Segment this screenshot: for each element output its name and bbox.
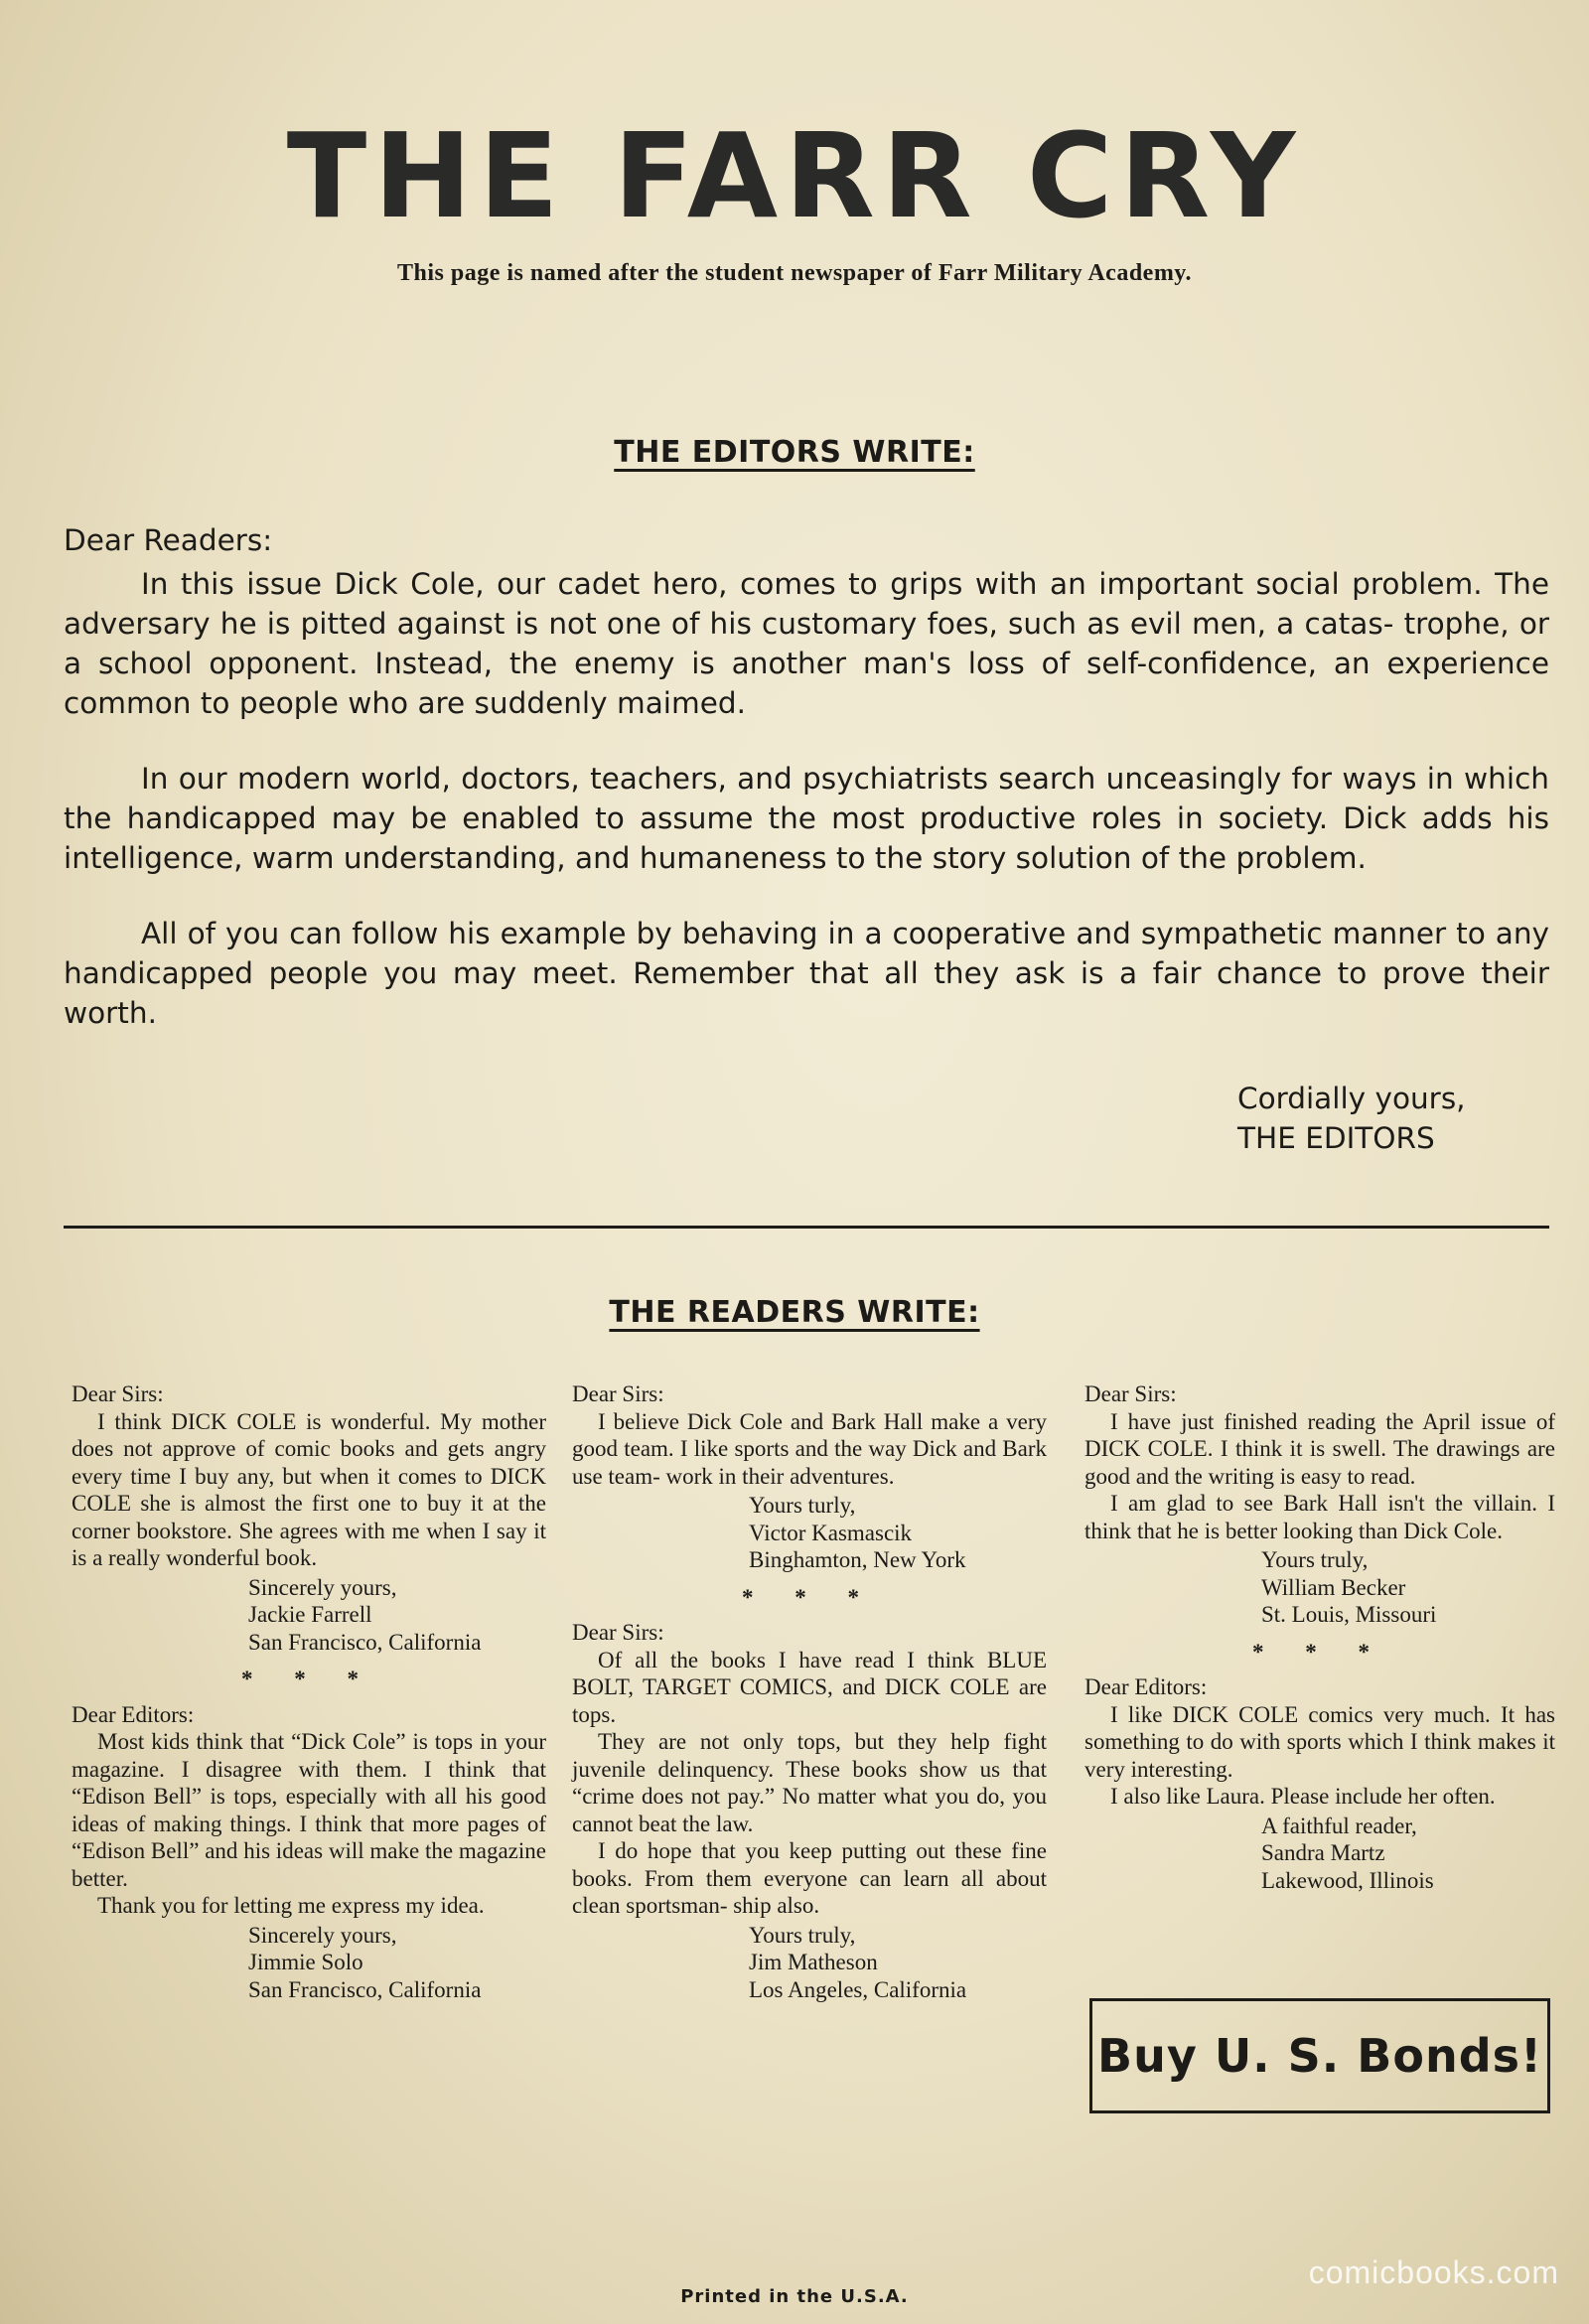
letter-signature [72,1922,546,2004]
reader-letter [72,1701,546,2004]
signature-line: Sincerely yours, [248,1922,397,1948]
signature-line: Victor Kasmascik [749,1520,913,1545]
signature-line: Jackie Farrell [248,1602,372,1627]
editors-closing [1237,1079,1466,1158]
letter-body-paragraph: They are not only tops, but they help fight juvenile delinquency. These books show us that “crime does not pay.” No matter what you do, you cannot beat the law. [572,1729,1047,1836]
letter-separator: * * * [1252,1639,1387,1665]
letter-signature [572,1922,1047,2004]
signature-line: Sandra Martz [1261,1840,1385,1865]
signature-line: Lakewood, Illinois [1261,1867,1434,1893]
buy-bonds-box [1089,1998,1550,2113]
editors-paragraph: All of you can follow his example by behaving in a cooperative and sympathetic manner to any handicapped people you may meet. Remember that all they ask is a fair chance to prove their worth. [64,917,1549,1030]
editors-signoff: THE EDITORS [1237,1121,1435,1155]
letter-body-paragraph: Thank you for letting me express my idea. [97,1893,485,1918]
letter-signature [72,1574,546,1657]
editors-heading-text: THE EDITORS WRITE: [614,435,975,470]
letter-body-paragraph: Most kids think that “Dick Cole” is tops in your magazine. I disagree with them. I think that “Edison Bell” is tops, especially with all his good ideas of making things. I think that more pages of “Edison Bell” and his ideas will make the magazine better. [72,1729,546,1891]
signature-line: Jim Matheson [749,1950,878,1974]
letter-separator: * * * [241,1667,376,1691]
letter-separator: * * * [742,1584,877,1610]
letter-salutation: Dear Sirs: [1084,1381,1177,1406]
editors-heading [0,435,1589,470]
letter-salutation: Dear Editors: [72,1701,195,1727]
letter-body-paragraph: I believe Dick Cole and Bark Hall make a very good team. I like sports and the way Dick and Bark use team- work in their adventures. [572,1408,1047,1489]
reader-letter [572,1380,1047,1574]
readers-column-3 [1084,1380,1555,1894]
signature-line: William Becker [1261,1574,1406,1600]
editors-paragraph: In our modern world, doctors, teachers, and psychiatrists search unceasingly for ways in which the handicapped may be enabled to assume the most productive roles in society. Dick adds his intelligence, warm understanding, and humaneness to the story solution of the problem. [64,762,1549,875]
printed-footer: Printed in the U.S.A. [680,2286,909,2307]
reader-letter [1084,1673,1555,1894]
masthead-title: THE FARR CRY [286,107,1303,244]
letter-salutation: Dear Sirs: [572,1381,664,1406]
readers-column-1 [72,1380,546,2003]
editors-letter [64,520,1549,1069]
letter-body-paragraph: I am glad to see Bark Hall isn't the villain. I think that he is better looking than Dick Cole. [1084,1491,1555,1543]
reader-letter [1084,1380,1555,1629]
signature-line: Yours turly, [749,1493,856,1518]
editors-greeting: Dear Readers: [64,523,273,557]
signature-line: St. Louis, Missouri [1261,1602,1437,1627]
letter-salutation: Dear Sirs: [572,1620,664,1645]
signature-line: Yours truly, [1261,1547,1369,1572]
letter-body-paragraph: I like DICK COLE comics very much. It has something to do with sports which I think makes it very interesting. [1084,1701,1555,1782]
letter-body-paragraph: I think DICK COLE is wonderful. My mother does not approve of comic books and gets angry every time I buy any, but when it comes to DICK COLE she is almost the first one to buy it at the corner bookstore. She agrees with me when I say it is a really wonderful book. [72,1408,546,1570]
letter-body-paragraph: I do hope that you keep putting out these fine books. From them everyone can learn all about clean sportsman- ship also. [572,1838,1047,1918]
reader-letter [72,1380,546,1656]
letter-signature [572,1492,1047,1574]
editors-paragraph: In this issue Dick Cole, our cadet hero, comes to grips with an important social problem. The adversary he is pitted against is not one of his customary foes, such as evil men, a catas- trophe, or a school opponent. Instead, the enemy is another man's loss of self-confidence, an experience common to people who are suddenly maimed. [64,567,1549,720]
editors-closing-line: Cordially yours, [1237,1082,1466,1115]
letter-body-paragraph: I also like Laura. Please include her often. [1110,1784,1496,1809]
letter-body-paragraph: I have just finished reading the April issue of DICK COLE. I think it is swell. The drawings are good and the writing is easy to read. [1084,1408,1555,1489]
masthead-subtitle: This page is named after the student newspaper of Farr Military Academy. [397,260,1192,286]
letter-salutation: Dear Editors: [1084,1674,1208,1699]
signature-line: San Francisco, California [248,1976,482,2002]
readers-heading-text: THE READERS WRITE: [609,1295,980,1330]
watermark: comicbooks.com [1308,2254,1559,2290]
signature-line: Yours truly, [749,1922,856,1948]
signature-line: Jimmie Solo [248,1950,363,1974]
signature-line: Binghamton, New York [749,1547,966,1572]
letter-salutation: Dear Sirs: [72,1381,164,1406]
signature-line: Los Angeles, California [749,1976,967,2002]
readers-heading [0,1295,1589,1330]
letter-body-paragraph: Of all the books I have read I think BLUE BOLT, TARGET COMICS, and DICK COLE are tops. [572,1647,1047,1727]
reader-letter [572,1619,1047,2003]
section-divider [64,1226,1549,1229]
signature-line: San Francisco, California [248,1629,482,1655]
readers-column-2 [572,1380,1047,2003]
buy-bonds-text: Buy U. S. Bonds! [1097,2029,1542,2083]
letter-signature [1084,1813,1555,1895]
signature-line: Sincerely yours, [248,1574,397,1600]
signature-line: A faithful reader, [1261,1813,1417,1838]
letter-signature [1084,1546,1555,1629]
